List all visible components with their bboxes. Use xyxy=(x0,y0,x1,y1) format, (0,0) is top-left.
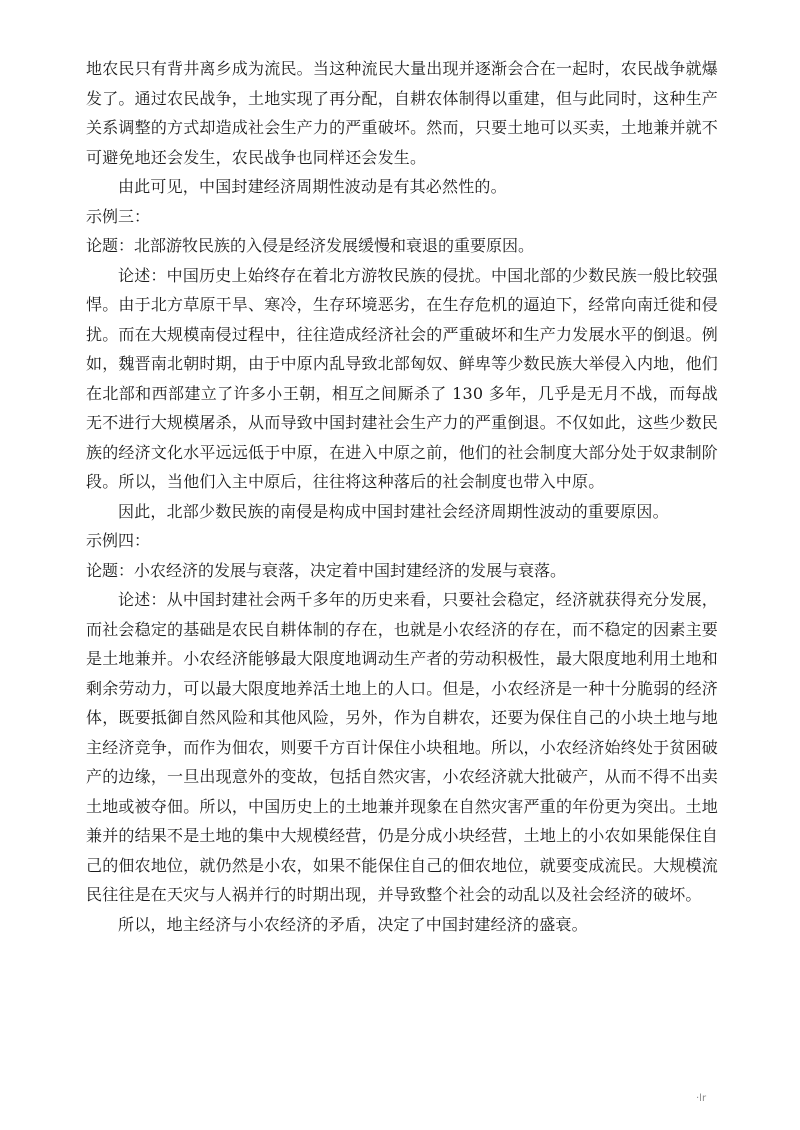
example-4-conclusion: 所以，地主经济与小农经济的矛盾，决定了中国封建经济的盛衰。 xyxy=(118,914,588,934)
page-corner-mark: ·lr xyxy=(696,1093,707,1104)
document-body xyxy=(86,54,718,939)
example-3-conclusion: 因此，北部少数民族的南侵是构成中国封建社会经济周期性波动的重要原因。 xyxy=(118,501,669,521)
example-4-label: 示例四： xyxy=(86,531,151,550)
example-3-label: 示例三： xyxy=(86,206,151,226)
example-4-argument: 论述：从中国封建社会两千多年的历史来看，只要社会稳定，经济就获得充分发展，而社会稳定的基础是农民自耕体制的存在，也就是小农经济的存在，而不稳定的因素主要是土地兼并。小农经济能够最大限度地调动生产者的劳动积极性，最大限度地利用土地和剩余劳动力，可以最大限度地养活土地上的人口。但是，小农经济是一种十分脆弱的经济体，既要抵御自然风险和其他风险，另外，作为自耕农，还要为保住自己的小块土地与地主经济竞争，而作为佃农，则要千方百计保住小块租地。所以，小农经济始终处于贫困破产的边缘，一旦出现意外的变故，包括自然灾害，小农经济就大批破产，从而不得不出卖土地或被夺佃。所以，中国历史上的土地兼并现象在自然灾害严重的年份更为突出。土地兼并的结果不是土地的集中大规模经营，仍是分成小块经营，土地上的小农如果能保住自己的佃农地位，就仍然是小农，如果不能保住自己的佃农地位，就要变成流民。大规模流民往往是在天灾与人祸并行的时期出现，并导致整个社会的动乱以及社会经济的破坏。 xyxy=(86,590,718,904)
example-3-argument: 论述：中国历史上始终存在着北方游牧民族的侵扰。中国北部的少数民族一般比较强悍。由于北方草原干旱、寒冷，生存环境恶劣，在生存危机的逼迫下，经常向南迁徙和侵扰。而在大规模南侵过程中，往往造成经济社会的严重破坏和生产力发展水平的倒退。例如，魏晋南北朝时期，由于中原内乱导致北部匈奴、鲜卑等少数民族大举侵入内地，他们在北部和西部建立了许多小王朝，相互之间厮杀了 130 多年，几乎是无月不战，而每战无不进行大规模屠杀，从而导致中国封建社会生产力的严重倒退。不仅如此，这些少数民族的经济文化水平远远低于中原，在进入中原之前，他们的社会制度大部分处于奴隶制阶段。所以，当他们入主中原后，往往将这种落后的社会制度也带入中原。 xyxy=(86,265,718,491)
example-4-thesis: 论题：小农经济的发展与衰落，决定着中国封建经济的发展与衰落。 xyxy=(86,560,567,580)
paragraph-continuation: 地农民只有背井离乡成为流民。当这种流民大量出现并逐渐会合在一起时，农民战争就爆发了。通过农民战争，土地实现了再分配，自耕农体制得以重建，但与此同时，这种生产关系调整的方式却造成社会生产力的严重破坏。然而，只要土地可以买卖，土地兼并就不可避免地还会发生，农民战争也同样还会发生。 xyxy=(86,59,718,167)
paragraph-summary: 由此可见，中国封建经济周期性波动是有其必然性的。 xyxy=(118,177,507,196)
example-3-thesis: 论题：北部游牧民族的入侵是经济发展缓慢和衰退的重要原因。 xyxy=(86,236,535,255)
